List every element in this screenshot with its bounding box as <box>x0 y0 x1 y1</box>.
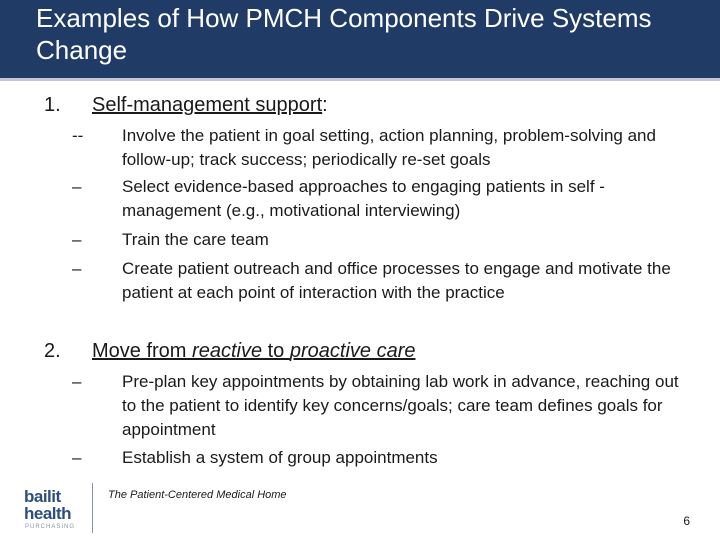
footer-caption: The Patient-Centered Medical Home <box>108 489 287 501</box>
footer-divider <box>92 483 93 533</box>
bullet-text: Involve the patient in goal setting, action planning, problem-solving and follow-up; track success; periodically re-set goals <box>122 126 656 169</box>
page-number: 6 <box>683 514 690 528</box>
bullet-text: Pre-plan key appointments by obtaining lab work in advance, reaching out to the patient to identify key concerns/goals; care team defines goals for appointment <box>122 372 679 439</box>
bullet-text: Create patient outreach and office processes to engage and motivate the patient at each point of interaction with the practice <box>122 259 671 302</box>
section-number: 2. <box>44 340 61 362</box>
slide-title: Examples of How PMCH Components Drive Systems Change <box>36 3 652 65</box>
section-heading <box>92 93 328 117</box>
bullet-marker: – <box>72 259 82 278</box>
bullet-marker: -- <box>72 126 84 145</box>
section-number: 1. <box>44 94 61 116</box>
heading-suffix: : <box>322 94 328 116</box>
bullet-text: Establish a system of group appointments <box>122 448 438 467</box>
bullet-text: Select evidence-based approaches to engaging patients in self -management (e.g., motivational interviewing) <box>122 177 605 220</box>
section-heading <box>92 339 415 363</box>
bullet-marker: – <box>72 177 82 196</box>
heading-part: Move from <box>92 340 193 362</box>
heading-part-italic: proactive care <box>289 340 416 362</box>
bullet-marker: – <box>72 230 82 249</box>
logo-word: bailit <box>24 487 61 506</box>
bailit-health-logo <box>24 488 86 532</box>
logo-subtitle: PURCHASING <box>25 524 76 530</box>
heading-part-italic: reactive <box>192 340 263 362</box>
heading-part: to <box>262 340 290 362</box>
logo-word: health <box>24 504 72 523</box>
bullet-marker: – <box>72 448 82 467</box>
heading-text: Self-management support <box>92 94 323 116</box>
bullet-text: Train the care team <box>122 230 269 249</box>
bullet-marker: – <box>72 372 82 391</box>
